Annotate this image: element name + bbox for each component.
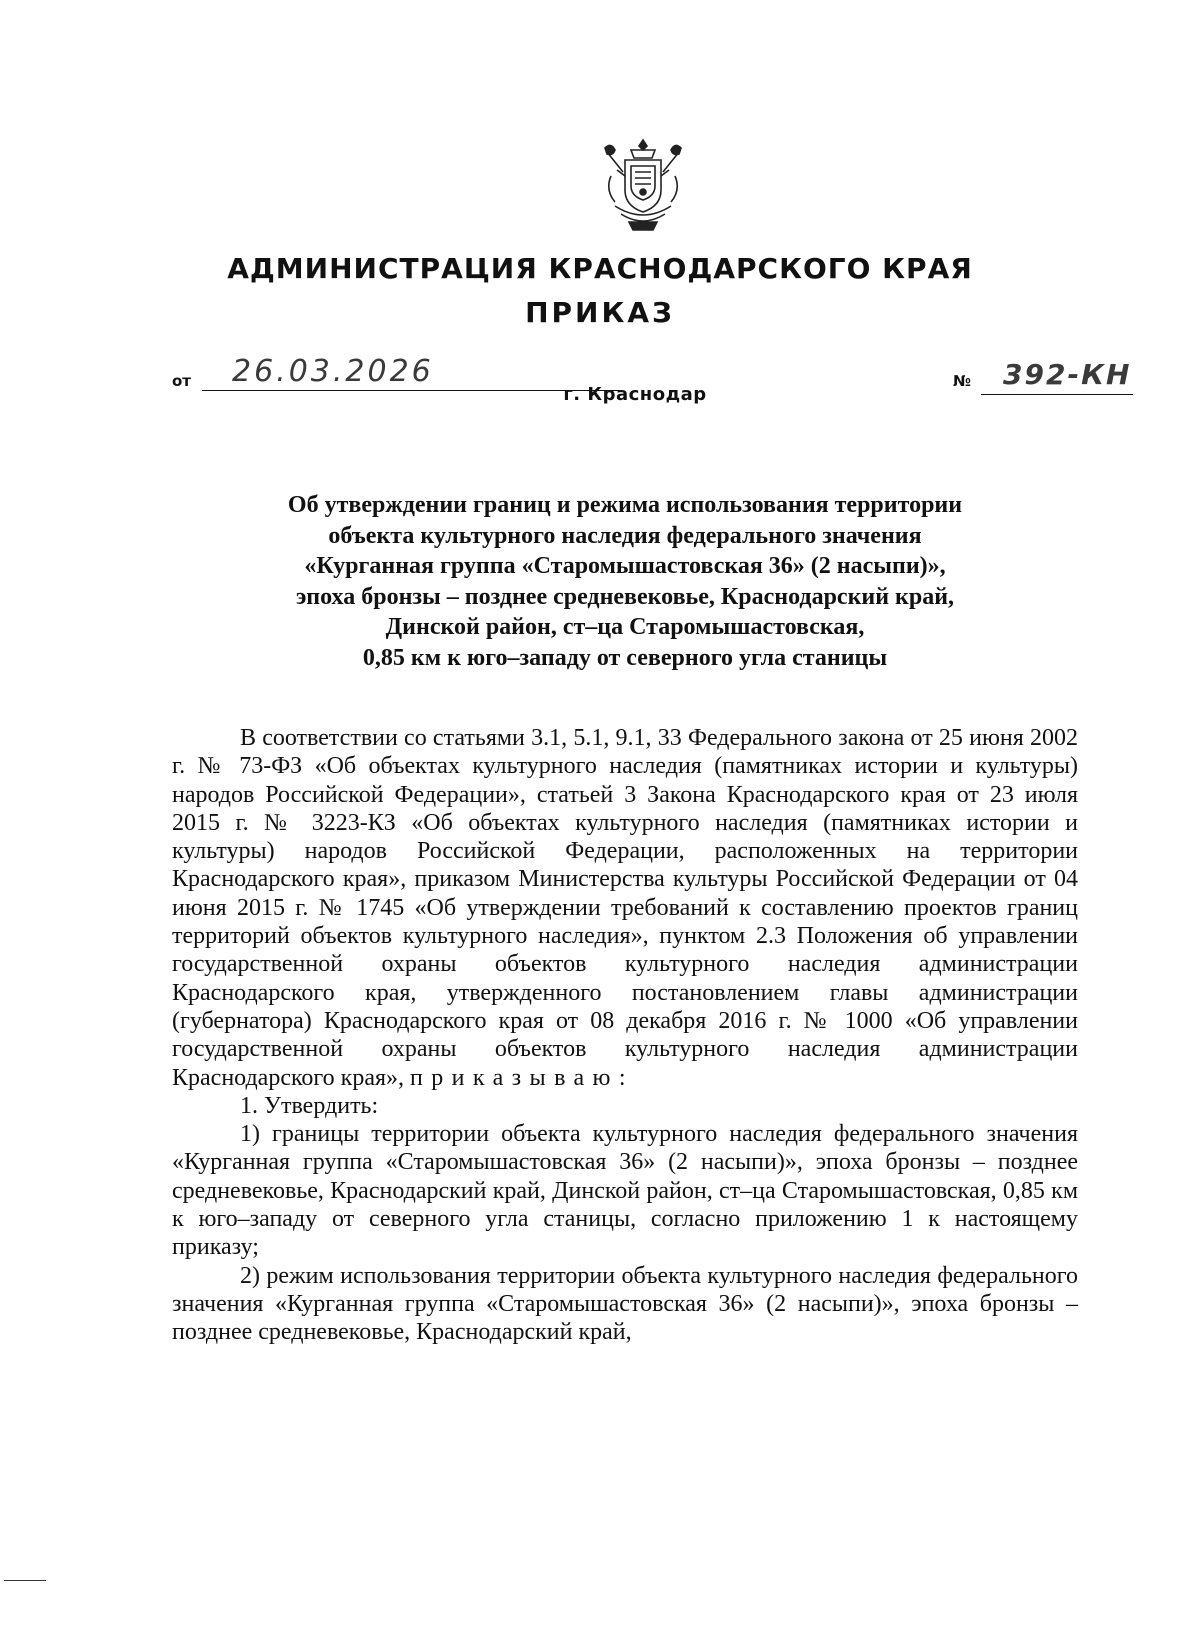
subject-line: Об утверждении границ и режима использования территории bbox=[287, 492, 963, 518]
number-value: 392-КН bbox=[1003, 358, 1132, 391]
subject-line: 0,85 км к юго–западу от северного угла станицы bbox=[362, 644, 888, 671]
order-body bbox=[172, 724, 1078, 1347]
date-prefix: от bbox=[172, 372, 191, 390]
page-footer-mark bbox=[4, 1580, 46, 1581]
krasnodar-krai-coat-of-arms-icon bbox=[601, 136, 685, 236]
preamble-text: В соответствии со статьями 3.1, 5.1, 9.1, 33 Федерального закона от 25 июня 2002 г. № 73-ФЗ «Об объектах культурного наследия (памятниках истории и культуры) народов Российской Федерации», статьей 3 Закона Краснодарского края от 23 июля 2015 г. № 3223-КЗ «Об объектах культурного наследия (памятниках истории и культуры) народов Российской Федерации, расположенных на территории Краснодарского края», приказом Министерства культуры Российской Федерации от 04 июня 2015 г. № 1745 «Об утверждении требований к составлению проектов границ территорий объектов культурного наследия», пунктом 2.3 Положения об управлении государственной охраны объектов культурного наследия администрации Краснодарского края, утвержденного постановлением главы администрации (губернатора) Краснодарского края от 08 декабря 2016 г. № 1000 «Об управлении государственной охраны объектов культурного наследия администрации Краснодарского края», bbox=[172, 725, 1078, 1091]
subject-line: «Курганная группа «Старомышастовская 36» (2 насыпи)», bbox=[304, 553, 946, 579]
number-prefix: № bbox=[953, 372, 972, 390]
subject-line: Динской район, ст–ца Старомышастовская, bbox=[385, 614, 865, 640]
city: г. Краснодар bbox=[563, 384, 707, 405]
date-value: 26.03.2026 bbox=[232, 354, 434, 389]
subject-line: эпоха бронзы – позднее средневековье, Краснодарский край, bbox=[295, 583, 955, 610]
item-1-2: 2) режим использования территории объекта культурного наследия федерального значения «Курганная группа «Старомышастовская 36» (2 насыпи)», эпоха бронзы – позднее средневековье, Краснодарский край, bbox=[172, 1262, 1078, 1346]
document-type: ПРИКАЗ bbox=[525, 296, 675, 329]
subject-line: объекта культурного наследия федерального значения bbox=[328, 522, 922, 549]
item-1-1: 1) границы территории объекта культурного наследия федерального значения «Курганная группа «Старомышастовская 36» (2 насыпи)», эпоха бронзы – позднее средневековье, Краснодарский край, Динской район, ст–ца Старомышастовская, 0,85 км к юго–западу от северного угла станицы, согласно приложению 1 к настоящему приказу; bbox=[172, 1121, 1078, 1261]
organization-title: АДМИНИСТРАЦИЯ КРАСНОДАРСКОГО КРАЯ bbox=[227, 252, 973, 285]
order-word: приказываю: bbox=[410, 1064, 634, 1091]
item-1: 1. Утвердить: bbox=[240, 1092, 379, 1119]
preamble-paragraph bbox=[172, 724, 1078, 1092]
order-subject bbox=[170, 490, 1080, 673]
